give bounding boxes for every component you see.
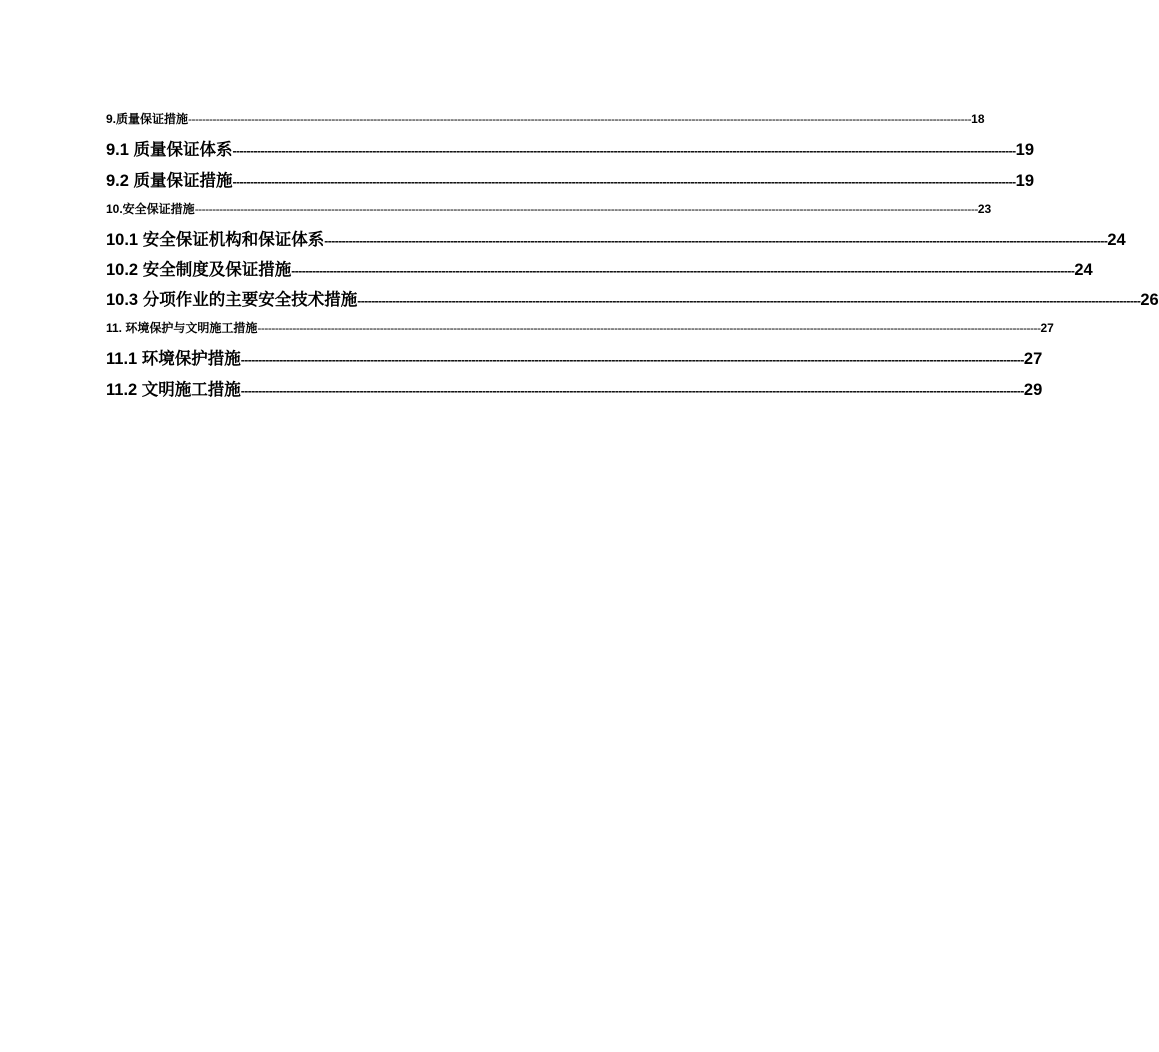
toc-entry-title: 10.3 分项作业的主要安全技术措施 [106,291,358,309]
toc-entry-title: 9.质量保证措施 [106,112,189,126]
toc-page-number: 19 [1015,172,1035,190]
toc-page-number: 27 [1023,350,1043,368]
toc-entry-10-3[interactable] [106,286,1159,310]
toc-page-number: 18 [971,112,985,126]
toc-entry-title: 9.1 质量保证体系 [106,141,233,159]
toc-page-number: 23 [977,202,992,216]
toc-leader: -------------------------------------------------------------------------------------------------------------------------------------------------------------------------------------------------------------------------------- [240,384,1024,398]
toc-entry-9-2[interactable] [106,167,1035,191]
toc-entry-10[interactable] [106,200,992,217]
toc-entry-10-1[interactable] [106,226,1126,250]
toc-leader: -------------------------------------------------------------------------------------------------------------------------------------------------------------------------------------------------------------------------------- [188,112,972,126]
toc-entry-title: 10.安全保证措施 [106,202,195,216]
toc-leader: -------------------------------------------------------------------------------------------------------------------------------------------------------------------------------------------------------------------------------- [240,353,1024,367]
toc-leader: -------------------------------------------------------------------------------------------------------------------------------------------------------------------------------------------------------------------------------- [291,264,1075,278]
toc-leader: -------------------------------------------------------------------------------------------------------------------------------------------------------------------------------------------------------------------------------- [232,144,1016,158]
toc-leader: -------------------------------------------------------------------------------------------------------------------------------------------------------------------------------------------------------------------------------- [194,202,978,216]
toc-page-number: 26 [1140,291,1159,309]
toc-entry-9-1[interactable] [106,136,1035,160]
toc-page-number: 27 [1040,321,1054,335]
toc-leader: -------------------------------------------------------------------------------------------------------------------------------------------------------------------------------------------------------------------------------- [232,175,1016,189]
toc-entry-9[interactable] [106,110,985,127]
toc-page-number: 24 [1107,231,1126,249]
toc-entry-title: 11.1 环境保护措施 [106,350,241,368]
toc-entry-11[interactable] [106,319,1054,336]
toc-entry-title: 10.1 安全保证机构和保证体系 [106,231,325,249]
toc-page-number: 24 [1074,261,1093,279]
toc-leader: -------------------------------------------------------------------------------------------------------------------------------------------------------------------------------------------------------------------------------- [324,234,1108,248]
toc-entry-title: 9.2 质量保证措施 [106,172,233,190]
toc-entry-10-2[interactable] [106,256,1093,280]
toc-page-number: 29 [1023,381,1043,399]
toc-entry-title: 10.2 安全制度及保证措施 [106,261,292,279]
toc-entry-11-2[interactable] [106,376,1043,400]
toc-leader: -------------------------------------------------------------------------------------------------------------------------------------------------------------------------------------------------------------------------------- [257,321,1041,335]
toc-entry-11-1[interactable] [106,345,1043,369]
toc-leader: -------------------------------------------------------------------------------------------------------------------------------------------------------------------------------------------------------------------------------- [357,294,1141,308]
toc-entry-title: 11. 环境保护与文明施工措施 [106,321,258,335]
toc-page-number: 19 [1015,141,1035,159]
toc-entry-title: 11.2 文明施工措施 [106,381,241,399]
